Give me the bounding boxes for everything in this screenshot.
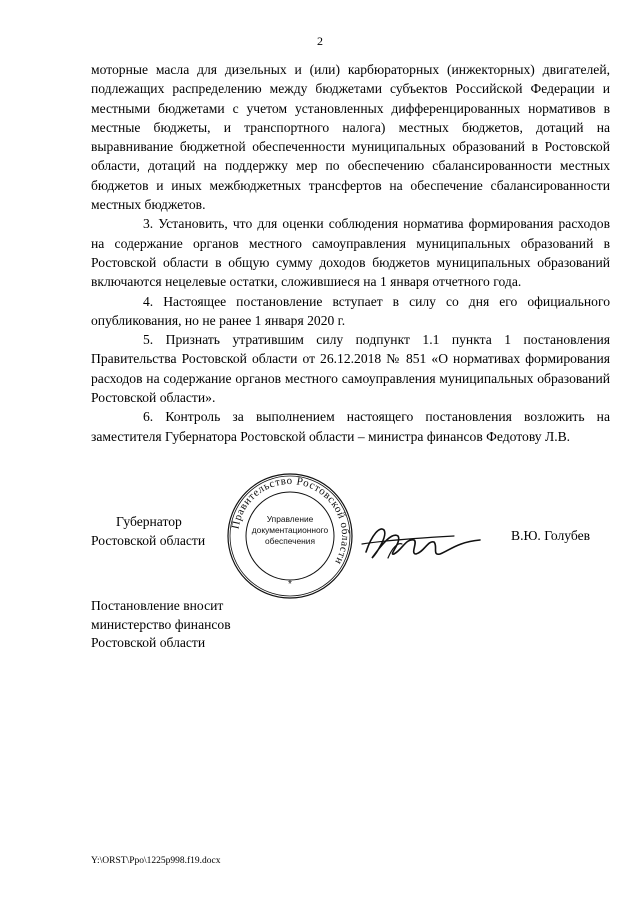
seal-inner-line1: Управление [266, 514, 314, 524]
paragraph-item-6: 6. Контроль за выполнением настоящего постановления возложить на заместителя Губернатора Ростовской области – министра финансов Федотову Л.В. [91, 409, 610, 444]
handwritten-signature [358, 514, 488, 570]
paragraph-item-5: 5. Признать утратившим силу подпункт 1.1 пункта 1 постановления Правительства Ростовской области от 26.12.2018 № 851 «О нормативах формирования расходов на содержание органов местного самоуправления муниципальных образований Ростовской области». [91, 332, 610, 406]
document-body [91, 60, 610, 446]
submitted-by-line1: Постановление вносит [91, 598, 224, 613]
seal-inner-line3: обеспечения [265, 536, 315, 546]
paragraph-item-4: 4. Настоящее постановление вступает в силу со дня его официального опубликования, но не ранее 1 января 2020 г. [91, 293, 610, 328]
seal-outer-text: Правительство Ростовской области [229, 474, 352, 567]
seal-star: * [288, 579, 292, 590]
paragraph-item-3: 3. Установить, что для оценки соблюдения норматива формирования расходов на содержание органов местного самоуправления муниципальных образований в Ростовской области в общую сумму доходов бюджетов муниципальных образований включаются нецелевые остатки, сложившиеся на 1 января отчетного года. [91, 216, 610, 290]
signatory-title-line2: Ростовской области [91, 533, 206, 549]
official-seal [226, 472, 354, 600]
submitted-by-line2: министерство финансов [91, 616, 231, 632]
signatory-title-line1: Губернатор [116, 514, 182, 529]
submitted-by-note [91, 597, 231, 653]
submitted-by-line3: Ростовской области [91, 635, 206, 650]
signatory-title [91, 512, 205, 551]
signatory-name: В.Ю. Голубев [511, 528, 591, 543]
seal-inner-line2: документационного [251, 525, 329, 535]
page-number: 2 [317, 34, 323, 48]
paragraph-continuation: моторные масла для дизельных и (или) карбюраторных (инжекторных) двигателей, подлежащих распределению между бюджетами субъектов Российской Федерации и местными бюджетами с учетом установленных дифференцированных нормативов в местные бюджеты, и транспортного налога) местных бюджетов, дотаций на выравнивание бюджетной обеспеченности муниципальных образований в Ростовской области, дотаций на поддержку мер по обеспечению сбалансированности местных бюджетов и иных межбюджетных трансфертов на обеспечение сбалансированности местных бюджетов. [91, 62, 610, 213]
file-path-footer: Y:\ORST\Ppo\1225p998.f19.docx [91, 856, 221, 866]
